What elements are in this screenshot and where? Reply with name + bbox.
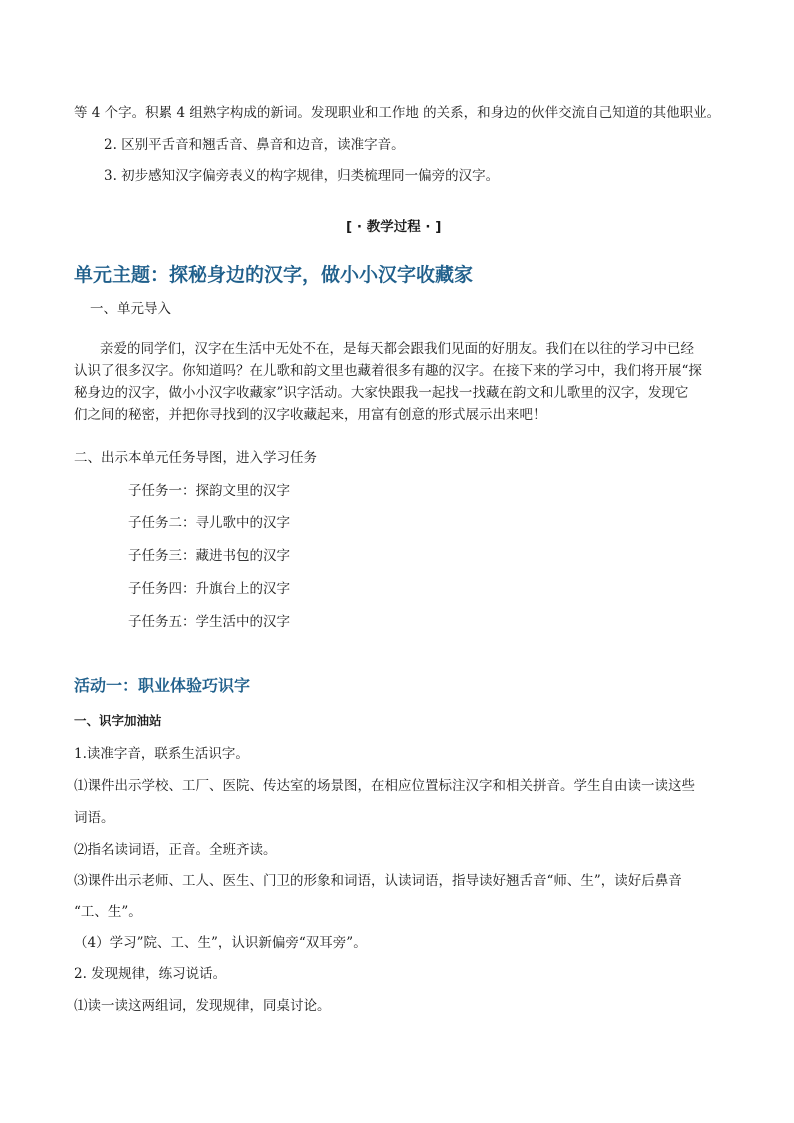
objective-item-2: 2. 区别平舌音和翘舌音、鼻音和边音，读准字音。 [104, 137, 405, 153]
intro-heading: 一、单元导入 [90, 301, 171, 317]
task-item-2: 子任务二：寻儿歌中的汉字 [128, 515, 290, 531]
activity1-line-9: ⑴读一读这两组词，发现规律，同桌讨论。 [74, 998, 331, 1014]
task-item-4: 子任务四：升旗台上的汉字 [128, 581, 290, 597]
objective-line-1: 等 4 个字。积累 4 组熟字构成的新词。发现职业和工作地 的关系，和身边的伙伴交流自己知道的其他职业。 [74, 105, 721, 121]
activity1-line-5: ⑶课件出示老师、工人、医生、门卫的形象和词语，认读词语，指导读好翘舌音“师、生”，读好后鼻音 [74, 873, 682, 889]
activity1-line-6: “工、生”。 [74, 904, 142, 920]
activity1-line-1: 1.读准字音，联系生活识字。 [74, 746, 249, 762]
activity1-line-2: ⑴课件出示学校、工厂、医院、传达室的场景图，在相应位置标注汉字和相关拼音。学生自由读一读这些 [74, 778, 695, 794]
intro-para-line-3: 秘身边的汉字，做小小汉字收藏家”识字活动。大家快跟我一起找一找藏在韵文和儿歌里的汉字，发现它 [74, 385, 689, 401]
intro-para-line-4: 们之间的秘密，并把你寻找到的汉字收藏起来，用富有创意的形式展示出来吧！ [74, 407, 547, 423]
activity1-title: 活动一：职业体验巧识字 [74, 676, 251, 695]
activity1-line-7: （4）学习”院、工、生”，认识新偏旁“双耳旁”。 [74, 935, 367, 951]
activity1-line-4: ⑵指名读词语，正音。全班齐读。 [74, 842, 277, 858]
unit-title: 单元主题：探秘身边的汉字，做小小汉字收藏家 [74, 264, 474, 286]
activity1-subheading: 一、识字加油站 [74, 713, 162, 728]
objective-item-3: 3. 初步感知汉字偏旁表义的构字规律，归类梳理同一偏旁的汉字。 [104, 168, 500, 184]
tasks-heading: 二、出示本单元任务导图，进入学习任务 [74, 450, 317, 466]
activity1-line-3: 词语。 [74, 810, 115, 826]
intro-para-line-2: 认识了很多汉字。你知道吗？在儿歌和韵文里也藏着很多有趣的汉字。在接下来的学习中，我们将开展“探 [74, 363, 702, 379]
task-item-3: 子任务三：藏进书包的汉字 [128, 548, 290, 564]
task-item-1: 子任务一：探韵文里的汉字 [128, 483, 290, 499]
intro-para-line-1: 亲爱的同学们，汉字在生活中无处不在，是每天都会跟我们见面的好朋友。我们在以往的学习中已经 [100, 341, 694, 357]
task-item-5: 子任务五：学生活中的汉字 [128, 614, 290, 630]
activity1-line-8: 2. 发现规律，练习说话。 [74, 966, 227, 982]
process-title: [ · 教学过程 · ] [346, 219, 442, 235]
